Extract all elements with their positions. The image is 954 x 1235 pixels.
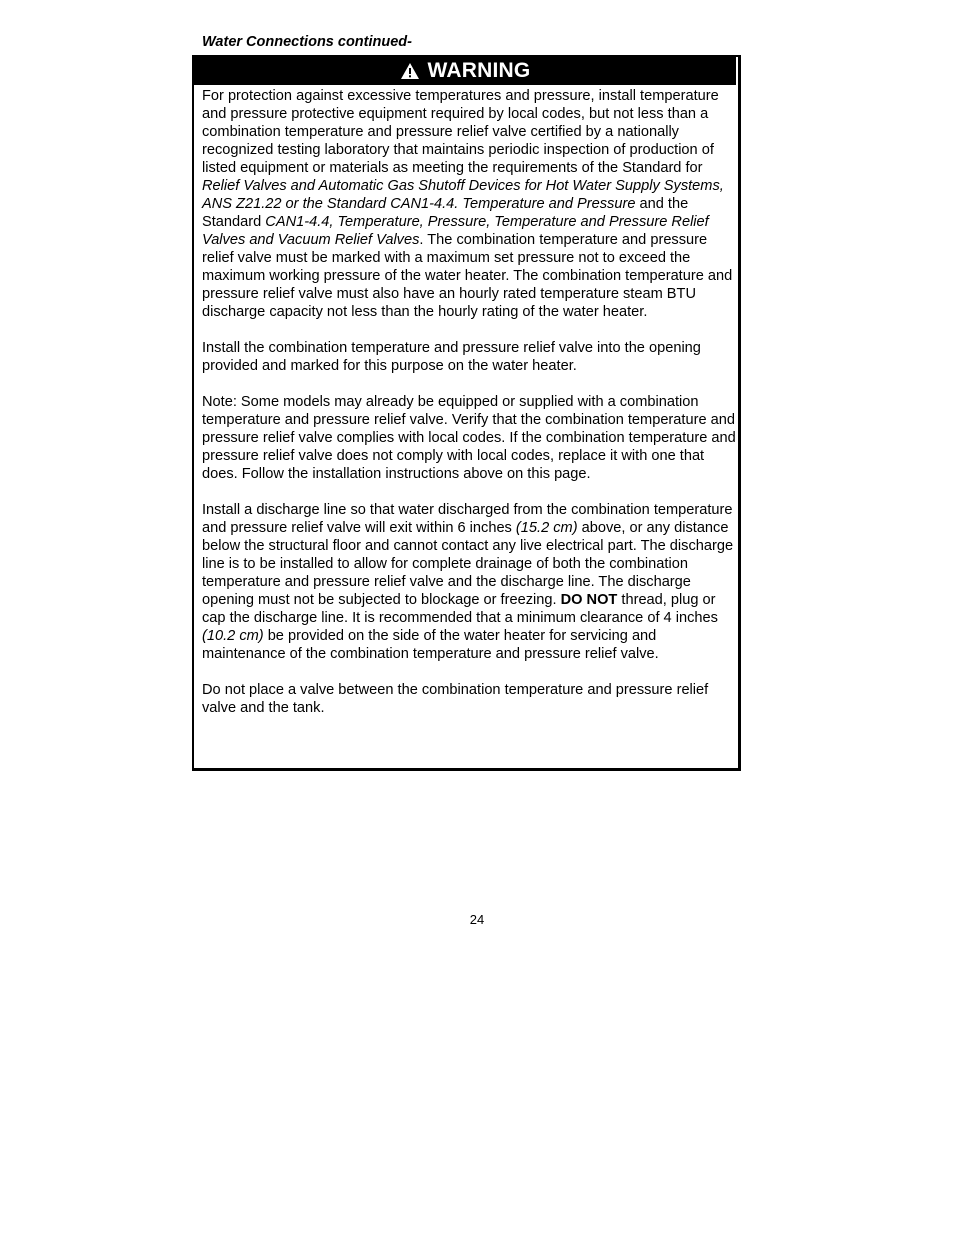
standard-name: Relief Valves and Automatic Gas Shutoff Devices for Hot Water Supply Systems, ANS Z21.22 or the Standard CAN1-4.4. Temperature and Pressure [202,178,724,212]
metric-measure: (15.2 cm) [515,520,578,536]
text-run: be provided on the side of the water heater for servicing and maintenance of the combination temperature and pressure relief valve. [202,628,659,662]
text-run: For protection against excessive temperatures and pressure, install temperature and pressure protective equipment required by local codes, but not less than a combination temperature and pressure relief valve certified by a nationally recognized testing laboratory that maintains periodic inspection of production of listed equipment or materials as meeting the requirements of the Standard for [202,88,719,176]
text-run: thread, plug or cap the discharge line. It is recommended that a minimum clearance of 4 inches [202,592,718,626]
paragraph-discharge-line [202,501,742,663]
paragraph-install-valve: Install the combination temperature and pressure relief valve into the opening provided and marked for this purpose on the water heater. [202,340,701,374]
text-run: . The combination temperature and pressure relief valve must be marked with a maximum set pressure not to exceed the maximum working pressure of the water heater. The combination temperature and pressure relief valve must also have an hourly rated temperature steam BTU discharge capacity not less than the hourly rating of the water heater. [202,232,733,320]
warning-triangle-icon [400,62,420,80]
text-run: and the Standard [202,196,689,230]
warning-content [194,85,742,717]
warning-banner [194,57,736,85]
page-number: 24 [469,912,485,927]
standard-name: CAN1-4.4, Temperature, Pressure, Temperature and Pressure Relief Valves and Vacuum Relief Valves [202,214,709,248]
emphasis-do-not: DO NOT [560,592,618,608]
warning-title: WARNING [427,59,531,82]
warning-box [192,55,741,771]
paragraph-no-valve: Do not place a valve between the combination temperature and pressure relief valve and the tank. [202,682,709,716]
text-run: Install a discharge line so that water discharged from the combination temperature and pressure relief valve will exit within 6 inches [202,502,733,536]
text-run: above, or any distance below the structural floor and cannot contact any live electrical part. The discharge line is to be installed to allow for complete drainage of both the combination temperature and pressure relief valve and the discharge line. The discharge opening must not be subjected to blockage or freezing. [202,520,734,608]
metric-measure: (10.2 cm) [202,628,264,644]
section-heading: Water Connections continued- [202,34,412,50]
paragraph-tp-requirements [202,87,742,321]
paragraph-note: Note: Some models may already be equipped or supplied with a combination temperature and pressure relief valve. Verify that the combination temperature and pressure relief valve complies with local codes. If the combination temperature and pressure relief valve does not comply with local codes, replace it with one that does. Follow the installation instructions above on this page. [202,394,736,482]
